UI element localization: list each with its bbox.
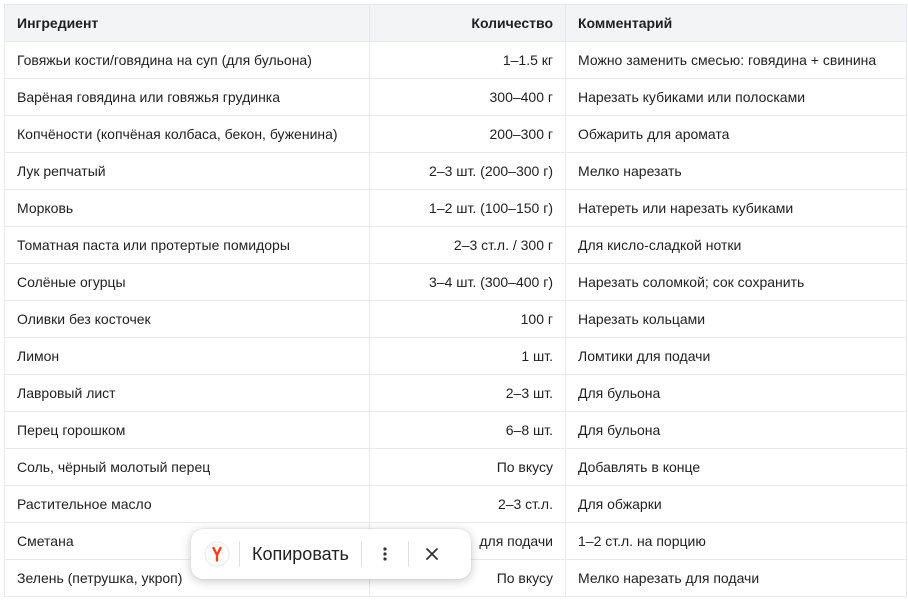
- more-vertical-icon[interactable]: [370, 539, 400, 569]
- ingredients-table-container: [4, 4, 906, 597]
- table-row: [5, 79, 907, 116]
- cell-ingredient: Томатная паста или протертые помидоры: [5, 227, 370, 264]
- popup-divider: [239, 541, 240, 567]
- copy-button[interactable]: Копировать: [252, 543, 349, 564]
- cell-comment: Нарезать соломкой; сок сохранить: [566, 264, 907, 301]
- table-row: [5, 449, 907, 486]
- cell-quantity: 6–8 шт.: [370, 412, 566, 449]
- yandex-logo-icon[interactable]: [203, 540, 231, 568]
- cell-ingredient: Перец горошком: [5, 412, 370, 449]
- cell-ingredient: Лук репчатый: [5, 153, 370, 190]
- cell-comment: Нарезать кольцами: [566, 301, 907, 338]
- cell-ingredient: Оливки без косточек: [5, 301, 370, 338]
- table-row: [5, 375, 907, 412]
- table-row: [5, 486, 907, 523]
- cell-comment: Нарезать кубиками или полосками: [566, 79, 907, 116]
- cell-quantity: 2–3 шт. (200–300 г): [370, 153, 566, 190]
- cell-ingredient: Соль, чёрный молотый перец: [5, 449, 370, 486]
- cell-comment: Мелко нарезать: [566, 153, 907, 190]
- cell-quantity: для подачи: [370, 523, 566, 560]
- popup-divider: [408, 541, 409, 567]
- cell-comment: Мелко нарезать для подачи: [566, 560, 907, 597]
- cell-ingredient: Морковь: [5, 190, 370, 227]
- cell-ingredient: Говяжьи кости/говядина на суп (для бульона): [5, 42, 370, 79]
- cell-comment: Натереть или нарезать кубиками: [566, 190, 907, 227]
- cell-quantity: 300–400 г: [370, 79, 566, 116]
- cell-comment: Ломтики для подачи: [566, 338, 907, 375]
- cell-quantity: 1–2 шт. (100–150 г): [370, 190, 566, 227]
- cell-ingredient: Копчёности (копчёная колбаса, бекон, буженина): [5, 116, 370, 153]
- cell-comment: Обжарить для аромата: [566, 116, 907, 153]
- cell-ingredient: Варёная говядина или говяжья грудинка: [5, 79, 370, 116]
- cell-quantity: 2–3 шт.: [370, 375, 566, 412]
- cell-comment: Для обжарки: [566, 486, 907, 523]
- cell-ingredient: Лавровый лист: [5, 375, 370, 412]
- cell-ingredient: Солёные огурцы: [5, 264, 370, 301]
- cell-quantity: По вкусу: [370, 449, 566, 486]
- table-row: [5, 42, 907, 79]
- table-row: [5, 190, 907, 227]
- table-row: [5, 153, 907, 190]
- cell-ingredient: Сметана: [5, 523, 370, 560]
- header-comment: Комментарий: [566, 5, 907, 42]
- table-row: [5, 116, 907, 153]
- cell-comment: 1–2 ст.л. на порцию: [566, 523, 907, 560]
- popup-divider: [361, 541, 362, 567]
- cell-quantity: 1 шт.: [370, 338, 566, 375]
- ingredients-table: [4, 4, 907, 597]
- cell-comment: Для бульона: [566, 412, 907, 449]
- cell-ingredient: Лимон: [5, 338, 370, 375]
- header-quantity: Количество: [370, 5, 566, 42]
- cell-comment: Можно заменить смесью: говядина + свинина: [566, 42, 907, 79]
- cell-quantity: По вкусу: [370, 560, 566, 597]
- table-header-row: [5, 5, 907, 42]
- cell-ingredient: Зелень (петрушка, укроп): [5, 560, 370, 597]
- cell-ingredient: Растительное масло: [5, 486, 370, 523]
- cell-quantity: 3–4 шт. (300–400 г): [370, 264, 566, 301]
- cell-comment: Добавлять в конце: [566, 449, 907, 486]
- table-row: [5, 301, 907, 338]
- cell-quantity: 200–300 г: [370, 116, 566, 153]
- selection-popup: [191, 529, 471, 579]
- table-row: [5, 264, 907, 301]
- cell-quantity: 1–1.5 кг: [370, 42, 566, 79]
- cell-quantity: 2–3 ст.л. / 300 г: [370, 227, 566, 264]
- cell-comment: Для кисло-сладкой нотки: [566, 227, 907, 264]
- close-icon[interactable]: [417, 539, 447, 569]
- cell-comment: Для бульона: [566, 375, 907, 412]
- table-row: [5, 412, 907, 449]
- table-row: [5, 338, 907, 375]
- cell-quantity: 100 г: [370, 301, 566, 338]
- header-ingredient: Ингредиент: [5, 5, 370, 42]
- table-row: [5, 227, 907, 264]
- cell-quantity: 2–3 ст.л.: [370, 486, 566, 523]
